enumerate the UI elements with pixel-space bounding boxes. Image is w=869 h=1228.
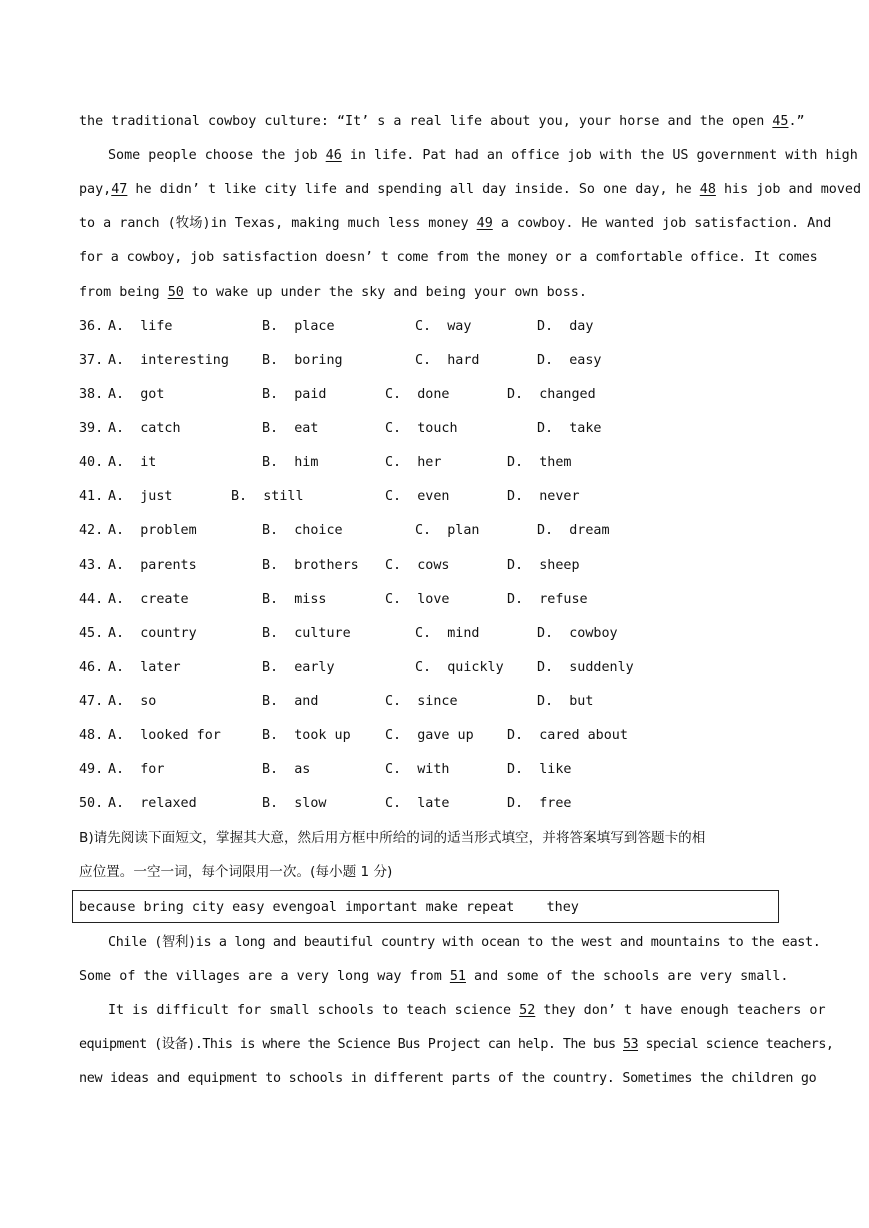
text: a cowboy. He wanted job satisfaction. And [492, 216, 832, 231]
text: pay, [79, 182, 112, 197]
option-d: D. free [507, 796, 572, 811]
option-c: C. with [385, 762, 450, 777]
text: his job and moved [715, 182, 862, 197]
passage-line [79, 181, 861, 199]
option-a: A. just [108, 489, 173, 504]
option-c: C. since [385, 694, 458, 709]
question-number: 50. [79, 796, 104, 811]
blank-47: 47 [111, 182, 128, 197]
option-b: B. culture [262, 626, 351, 641]
option-b: B. choice [262, 523, 343, 538]
passage-line [79, 1036, 833, 1054]
text: equipment (设备).This is where the Science Bus Project can help. The bus [79, 1037, 623, 1052]
option-b: B. and [262, 694, 319, 709]
question-number: 47. [79, 694, 104, 709]
blank-53: 53 [623, 1037, 639, 1052]
option-b: B. paid [262, 387, 327, 402]
option-d: D. cowboy [537, 626, 618, 641]
option-a: A. looked for [108, 728, 221, 743]
text: to wake up under the sky and being your own boss. [183, 285, 587, 300]
text: for a cowboy, job satisfaction doesn’ t come from the money or a comfortable office. It comes [79, 250, 818, 265]
passage-line [79, 968, 788, 986]
option-c: C. touch [385, 421, 458, 436]
option-c: C. plan [415, 523, 480, 538]
option-d: D. like [507, 762, 572, 777]
option-d: D. easy [537, 353, 602, 368]
blank-45: 45 [772, 114, 789, 129]
option-a: A. later [108, 660, 181, 675]
passage-line [108, 147, 858, 165]
passage-line [79, 249, 818, 267]
question-number: 41. [79, 489, 104, 504]
option-d: D. changed [507, 387, 596, 402]
option-a: A. interesting [108, 353, 229, 368]
blank-46: 46 [325, 148, 342, 163]
text: in life. Pat had an office job with the US government with high [341, 148, 858, 163]
option-c: C. her [385, 455, 442, 470]
text: to a ranch (牧场)in Texas, making much less money [79, 216, 477, 231]
question-number: 42. [79, 523, 104, 538]
option-c: C. late [385, 796, 450, 811]
option-a: A. so [108, 694, 157, 709]
option-d: D. never [507, 489, 580, 504]
option-d: D. sheep [507, 558, 580, 573]
blank-48: 48 [699, 182, 716, 197]
question-number: 39. [79, 421, 104, 436]
option-a: A. it [108, 455, 157, 470]
option-a: A. relaxed [108, 796, 197, 811]
option-d: D. them [507, 455, 572, 470]
option-b: B. boring [262, 353, 343, 368]
text: Chile (智利)is a long and beautiful country with ocean to the west and mountains to the east. [108, 935, 821, 950]
option-d: D. refuse [507, 592, 588, 607]
text: special science teachers, [638, 1037, 834, 1052]
text: Some of the villages are a very long way from [79, 969, 450, 984]
option-a: A. country [108, 626, 197, 641]
word-box [72, 890, 779, 923]
passage-line [79, 215, 831, 233]
option-a: A. parents [108, 558, 197, 573]
passage-line [79, 113, 805, 131]
question-number: 48. [79, 728, 104, 743]
option-c: C. done [385, 387, 450, 402]
question-number: 40. [79, 455, 104, 470]
option-c: C. way [415, 319, 472, 334]
option-b: B. place [262, 319, 335, 334]
text: It is difficult for small schools to teach science [108, 1003, 520, 1018]
blank-51: 51 [449, 969, 466, 984]
question-number: 36. [79, 319, 104, 334]
option-b: B. took up [262, 728, 351, 743]
option-b: B. still [231, 489, 304, 504]
option-a: A. for [108, 762, 165, 777]
option-a: A. life [108, 319, 173, 334]
option-d: D. suddenly [537, 660, 634, 675]
option-b: B. eat [262, 421, 319, 436]
option-a: A. catch [108, 421, 181, 436]
option-d: D. cared about [507, 728, 628, 743]
question-number: 46. [79, 660, 104, 675]
option-b: B. miss [262, 592, 327, 607]
passage-line [79, 284, 587, 302]
option-c: C. quickly [415, 660, 504, 675]
option-c: C. even [385, 489, 450, 504]
option-c: C. hard [415, 353, 480, 368]
option-c: C. cows [385, 558, 450, 573]
question-number: 45. [79, 626, 104, 641]
option-c: C. love [385, 592, 450, 607]
blank-49: 49 [476, 216, 493, 231]
word-box-text: because bring city easy evengoal important make repeat they [79, 900, 579, 915]
section-b-instruction: B)请先阅读下面短文，掌握其大意，然后用方框中所给的词的适当形式填空，并将答案填写到答题卡的相 [79, 830, 706, 846]
option-d: D. dream [537, 523, 610, 538]
option-a: A. problem [108, 523, 197, 538]
option-b: B. as [262, 762, 311, 777]
question-number: 43. [79, 558, 104, 573]
text: he didn’ t like city life and spending all day inside. So one day, he [127, 182, 700, 197]
question-number: 37. [79, 353, 104, 368]
blank-52: 52 [519, 1003, 536, 1018]
option-b: B. slow [262, 796, 327, 811]
option-b: B. brothers [262, 558, 359, 573]
blank-50: 50 [167, 285, 184, 300]
option-b: B. him [262, 455, 319, 470]
text: from being [79, 285, 168, 300]
option-b: B. early [262, 660, 335, 675]
option-d: D. day [537, 319, 594, 334]
section-b-instruction: 应位置。一空一词，每个词限用一次。(每小题 1 分) [79, 864, 393, 880]
text: they don’ t have enough teachers or [535, 1003, 826, 1018]
passage-line [108, 934, 820, 952]
text: the traditional cowboy culture: “It’ s a real life about you, your horse and the open [79, 114, 773, 129]
option-d: D. take [537, 421, 602, 436]
question-number: 44. [79, 592, 104, 607]
text: Some people choose the job [108, 148, 326, 163]
option-c: C. mind [415, 626, 480, 641]
passage-line [108, 1002, 826, 1020]
option-a: A. got [108, 387, 165, 402]
text: and some of the schools are very small. [465, 969, 789, 984]
text: new ideas and equipment to schools in different parts of the country. Sometimes the children go [79, 1071, 817, 1086]
option-c: C. gave up [385, 728, 474, 743]
option-d: D. but [537, 694, 594, 709]
question-number: 49. [79, 762, 104, 777]
text: .” [788, 114, 805, 129]
question-number: 38. [79, 387, 104, 402]
passage-line [79, 1070, 816, 1088]
option-a: A. create [108, 592, 189, 607]
